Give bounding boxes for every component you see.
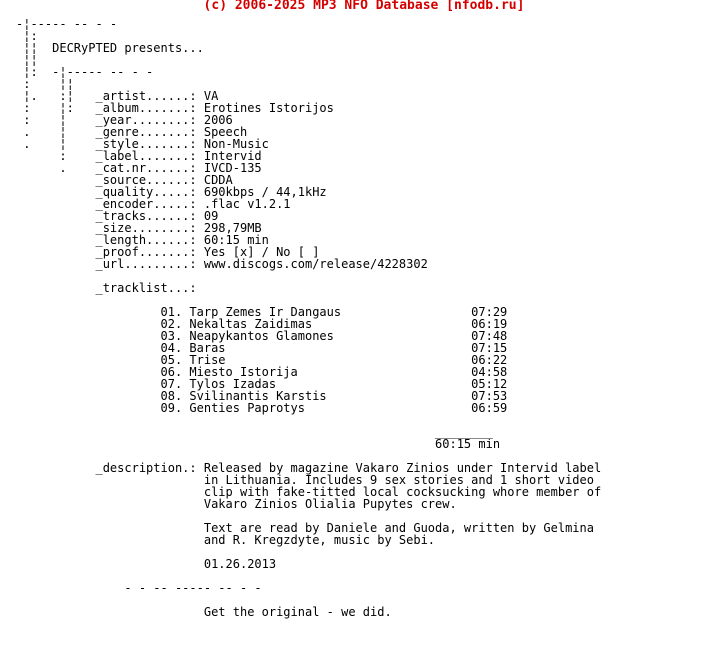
nfo-line: and R. Kregzdyte, music by Sebi. bbox=[16, 533, 436, 547]
nfo-line: in Lithuania. Includes 9 sex stories and 1 short video bbox=[16, 473, 594, 487]
nfo-line: . _cat.nr......: IVCD-135 bbox=[16, 161, 262, 175]
nfo-line: _size........: 298,79MB bbox=[16, 221, 262, 235]
nfo-line: . ¦ _genre.......: Speech bbox=[16, 125, 248, 139]
nfo-line: _length......: 60:15 min bbox=[16, 233, 269, 247]
nfo-line: _description.: Released by magazine Vakaro Zinios under Intervid label bbox=[16, 461, 602, 475]
nfo-line: ________ bbox=[16, 425, 493, 439]
nfo-line: . ¦ _style.......: Non-Music bbox=[16, 137, 269, 151]
site-copyright-header: (c) 2006-2025 MP3 NFO Database [nfodb.ru] bbox=[203, 0, 525, 13]
nfo-line: ¦¦ DECRyPTED presents... bbox=[16, 41, 204, 55]
nfo-line: : ¦: _album.......: Erotines Istorijos bbox=[16, 101, 334, 115]
nfo-line: ¦: bbox=[16, 29, 38, 43]
nfo-line: _url.........: www.discogs.com/release/4228302 bbox=[16, 257, 428, 271]
nfo-line: 08. Svilinantis Karstis 07:53 bbox=[16, 389, 508, 403]
nfo-line: 09. Genties Paprotys 06:59 bbox=[16, 401, 508, 415]
nfo-line: Get the original - we did. bbox=[16, 605, 392, 619]
nfo-line: 02. Nekaltas Zaidimas 06:19 bbox=[16, 317, 508, 331]
nfo-text bbox=[16, 18, 601, 618]
nfo-line: Text are read by Daniele and Guoda, written by Gelmina bbox=[16, 521, 594, 535]
nfo-line: ¦¦ bbox=[16, 53, 38, 67]
nfo-line: 05. Trise 06:22 bbox=[16, 353, 508, 367]
nfo-line: ¦: -¦----- -- - - bbox=[16, 65, 154, 79]
nfo-line: _quality.....: 690kbps / 44,1kHz bbox=[16, 185, 327, 199]
nfo-line: - - -- ----- -- - - bbox=[16, 581, 262, 595]
nfo-line: 01.26.2013 bbox=[16, 557, 277, 571]
nfo-line: _encoder.....: .flac v1.2.1 bbox=[16, 197, 291, 211]
nfo-line: _proof.......: Yes [x] / No [ ] bbox=[16, 245, 320, 259]
nfo-line: : ¦ _year........: 2006 bbox=[16, 113, 233, 127]
nfo-line: 04. Baras 07:15 bbox=[16, 341, 508, 355]
nfo-line: -¦----- -- - - bbox=[16, 17, 118, 31]
nfo-line: clip with fake-titted local cocksucking whore member of bbox=[16, 485, 602, 499]
nfo-line: 06. Miesto Istorija 04:58 bbox=[16, 365, 508, 379]
nfo-line: 01. Tarp Zemes Ir Dangaus 07:29 bbox=[16, 305, 508, 319]
nfo-line: 60:15 min bbox=[16, 437, 501, 451]
nfo-line: _source......: CDDA bbox=[16, 173, 233, 187]
nfo-line: : ¦¦ bbox=[16, 77, 74, 91]
nfo-line: Vakaro Zinios Olialia Pupytes crew. bbox=[16, 497, 457, 511]
nfo-line: _tracks......: 09 bbox=[16, 209, 219, 223]
nfo-line: : _label.......: Intervid bbox=[16, 149, 262, 163]
nfo-line: ¦. :¦ _artist......: VA bbox=[16, 89, 219, 103]
nfo-line: 07. Tylos Izadas 05:12 bbox=[16, 377, 508, 391]
nfo-line: _tracklist...: bbox=[16, 281, 197, 295]
nfo-line: 03. Neapykantos Glamones 07:48 bbox=[16, 329, 508, 343]
